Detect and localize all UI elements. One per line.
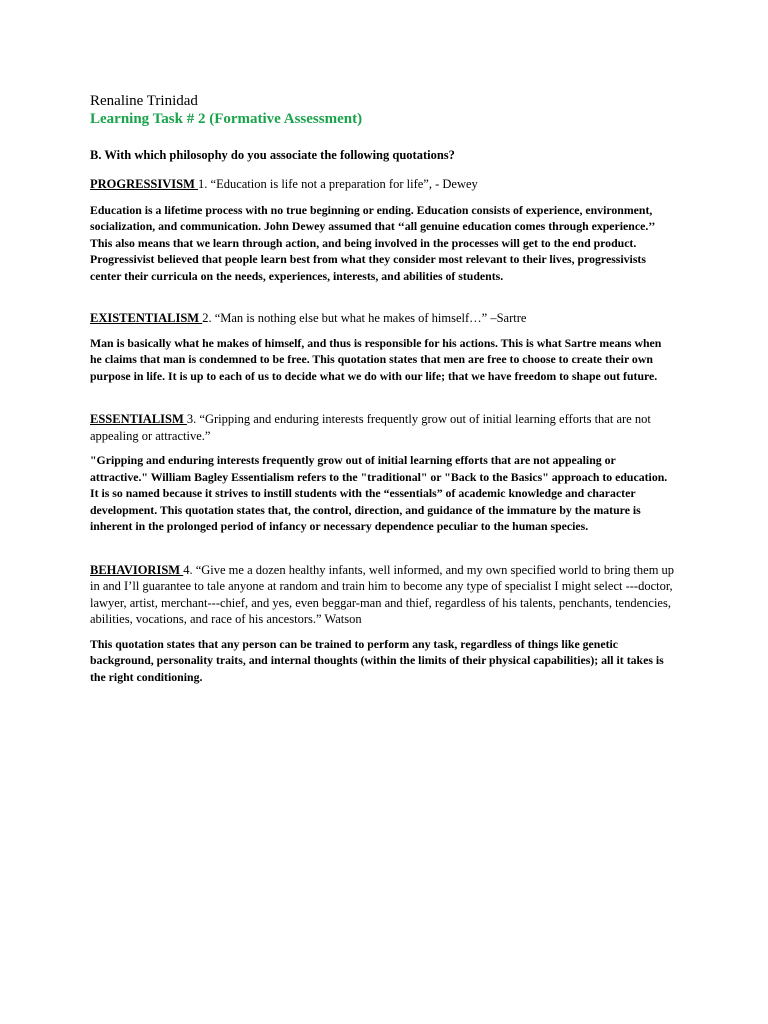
task-title: Learning Task # 2 (Formative Assessment) (90, 111, 363, 127)
philosophy-label: EXISTENTIALISM (90, 311, 203, 325)
section-essentialism (90, 411, 676, 535)
document-page (90, 92, 676, 685)
section-behaviorism (90, 562, 676, 686)
quote-text: 1. “Education is life not a preparation for life”, - Dewey (198, 177, 478, 191)
author-name: Renaline Trinidad (90, 93, 198, 109)
question-heading: B. With which philosophy do you associate the following quotations? (90, 148, 455, 162)
quote-line (90, 562, 676, 628)
quote-line (90, 411, 676, 444)
answer-paragraph: Education is a lifetime process with no true beginning or ending. Education consists of experience, environment, socialization, and communication. John Dewey assumed that ‘‘all genuine education comes through experience.’’ This also means that we learn through action, and being involved in the processes will get to the end product. Progressivist believed that people learn best from what they consider most relevant to their lives, progressivists center their curricula on the needs, experiences, interests, and abilities of students. (90, 202, 655, 283)
philosophy-label: ESSENTIALISM (90, 412, 187, 426)
quote-line (90, 176, 676, 193)
answer-paragraph: "Gripping and enduring interests frequently grow out of initial learning efforts that are not appealing or attractive." William Bagley Essentialism refers to the "traditional" or "Back to the Basics" approach to education. It is so named because it strives to instill students with the “essentials” of academic knowledge and character development. This quotation states that, the control, direction, and guidance of the immature by the mature is inherent in the prolonged period of infancy or necessary dependence peculiar to the human species. (90, 453, 668, 533)
philosophy-label: PROGRESSIVISM (90, 177, 199, 191)
quote-text: 4. “Give me a dozen healthy infants, well informed, and my own specified world to bring them up in and I’ll guarantee to tale anyone at random and train him to become any type of specialist I might select ---doctor, lawyer, artist, merchant---chief, and yes, even beggar-man and thief, regardless of his talents, penchants, tendencies, abilities, vocations, and race of his ancestors.” Watson (90, 562, 675, 626)
quote-text: 3. “Gripping and enduring interests frequently grow out of initial learning efforts that are not appealing or attractive.” (90, 412, 651, 443)
answer-paragraph: Man is basically what he makes of himself, and thus is responsible for his actions. This is what Sartre means when he claims that man is condemned to be free. This quotation states that men are free to choose to create their own purpose in life. It is up to each of us to decide what we do with our life; that we have freedom to shape out future. (90, 335, 662, 383)
philosophy-label: BEHAVIORISM (90, 562, 184, 577)
section-existentialism (90, 310, 676, 384)
quote-line (90, 310, 676, 327)
section-progressivism (90, 176, 676, 284)
quote-text: 2. “Man is nothing else but what he makes of himself…” –Sartre (202, 311, 527, 325)
answer-paragraph: This quotation states that any person can be trained to perform any task, regardless of things like genetic background, personality traits, and internal thoughts (within the limits of their physical capabilities); all it takes is the right conditioning. (90, 636, 664, 684)
